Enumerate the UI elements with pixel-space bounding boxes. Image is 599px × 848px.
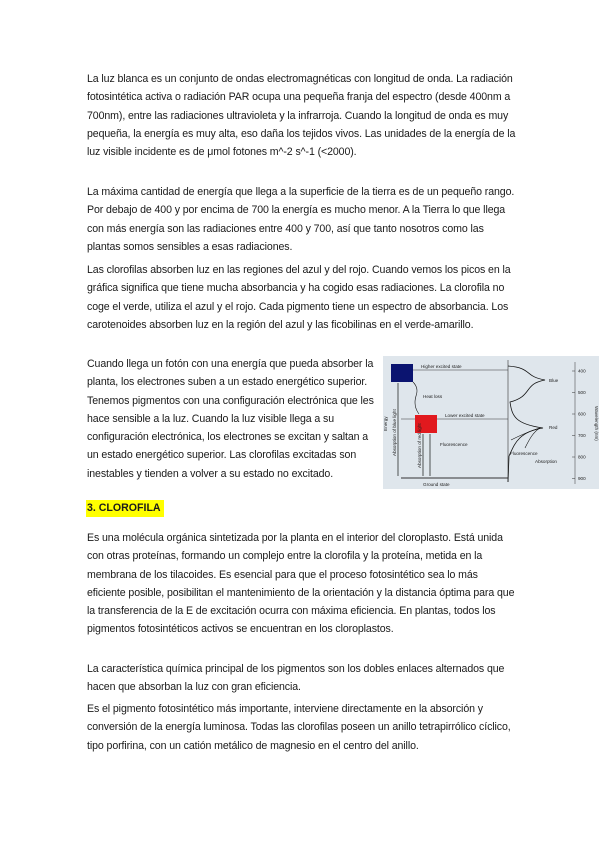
wavelength-tick-label: 500	[578, 390, 586, 395]
blue-band-label: Blue	[549, 378, 559, 383]
energy-axis-label: Energy	[383, 416, 388, 431]
fluorescence-label: Fluorescence	[440, 442, 468, 447]
wavelength-tick-label: 600	[578, 411, 586, 417]
wavelength-tick-label: 400	[578, 368, 586, 374]
fluorescence-curve-label: Fluorescence	[510, 451, 538, 456]
paragraph-chlorophyll-structure: Es el pigmento fotosintético más importante, interviene directamente en la absorción y conversión de la energía luminosa. Todas las clorofilas poseen un anillo tetrapirrólico cíclico, tipo porfirina, con un catión metálico de magnesio en el centro del anillo.	[87, 703, 511, 752]
wavelength-axis-label: Wavelength (nm)	[594, 406, 599, 441]
ground-state-label: Ground state	[423, 482, 450, 487]
excitation-diagram	[383, 356, 599, 489]
paragraph-energy-range: La máxima cantidad de energía que llega a la superficie de la tierra es de un pequeño rango. Por debajo de 400 y por encima de 700 la energía es mucho menor. A la Tierra lo que llega con más energía son las radiaciones entre 400 y 700, así que tanto nosotros como las plantas somos sensibles a esas radiaciones.	[87, 186, 515, 253]
absorption-label: Absorption	[535, 459, 557, 464]
lower-state-label: Lower excited state	[445, 413, 485, 418]
blue-level-box	[391, 364, 413, 382]
wavelength-tick-label: 700	[578, 433, 586, 438]
paragraph-double-bonds: La característica química principal de los pigmentos son los dobles enlaces alternados que hacen que absorban la luz con gran eficiencia.	[87, 663, 505, 694]
heat-loss-label: Heat loss	[423, 394, 443, 399]
higher-state-label: Higher excited state	[421, 364, 462, 369]
paragraph-chlorophyll-definition: Es una molécula orgánica sintetizada por la planta en el interior del cloroplasto. Está unida con otras proteínas, formando un complejo entre la clorofila y la proteína, metida en la membrana de los tilacoides. Es esencial para que el proceso fotosintético sea lo más eficiente posible, posibilitan el mantenimiento de la orientación y la distancia óptima para que la transferencia de la E de excitación ocurra con máxima eficiencia. En plantas, todos los pigmentos fotosintéticos activos se encuentran en los cloroplastos.	[87, 532, 515, 636]
blue-absorption-label: Absorption of blue light	[392, 409, 397, 456]
wavelength-tick-label: 800	[578, 454, 586, 460]
wavelength-tick-label: 900	[578, 476, 586, 481]
absorption-curve	[508, 366, 545, 482]
paragraph-chlorophyll-absorption: Las clorofilas absorben luz en las regiones del azul y del rojo. Cuando vemos los picos en la gráfica significa que tiene mucha absorbancia y ha cogido esas radiaciones. La clorofila no coge el verde, utiliza el azul y el rojo. Cada pigmento tiene un espectro de absorbancia. Los carotenoides absorben luz en la región del azul y las ficobilinas en el verde-amarillo.	[87, 264, 511, 331]
heat-loss-path	[413, 382, 419, 414]
red-absorption-label: Absorption of red light	[417, 423, 422, 468]
fluorescence-curve	[511, 428, 540, 448]
section-heading: 3. CLOROFILA	[86, 500, 164, 517]
excitation-diagram-figure	[383, 356, 599, 489]
paragraph-photon-excitation: Cuando llega un fotón con una energía que pueda absorber la planta, los electrones suben a un estado energético superior. Tenemos pigmentos con una configuración electrónica que les hace sensible a la luz. Cuando la luz visible llega a su configuración electrónica, los electrones se excitan y saltan a un estado energético superior. Las clorofilas excitadas son inestables y tienden a volver a su estado no excitado.	[87, 358, 374, 480]
paragraph-light-waves: La luz blanca es un conjunto de ondas electromagnéticas con longitud de onda. La radiación fotosintética activa o radiación PAR ocupa una pequeña franja del espectro (desde 400nm a 700nm), entre las radiaciones ultravioleta y la infrarroja. Cuando la longitud de onda es muy pequeña, la energía es muy alta, eso daña los tejidos vivos. Las unidades de la energía de la luz visible incidente es de μmol fotones m^-2 s^-1 (<2000).	[87, 73, 516, 159]
wavelength-ticks	[572, 369, 586, 482]
red-band-label: Red	[549, 425, 558, 430]
